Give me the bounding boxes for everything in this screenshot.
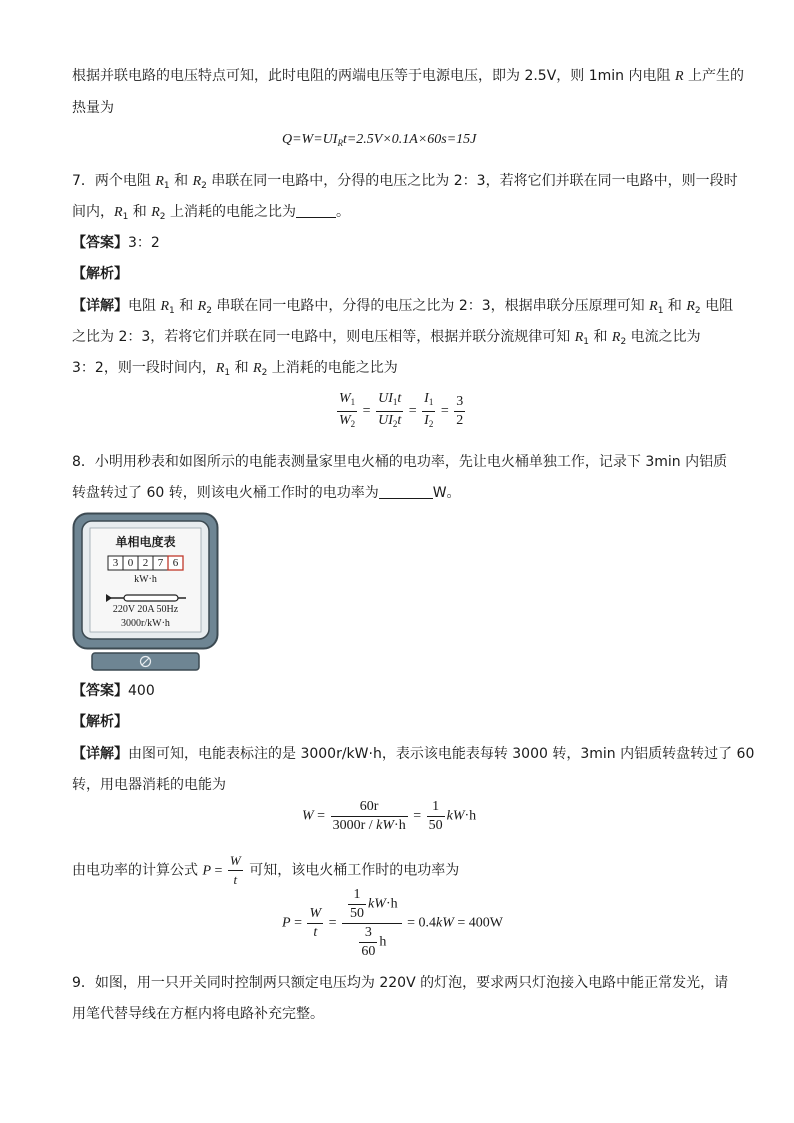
- q9-stem-line-1: 9．如图，用一只开关同时控制两只额定电压均为 220V 的灯泡，要求两只灯泡接入电路中能正常发光，请: [72, 975, 729, 991]
- meter-unit: kW·h: [134, 574, 157, 585]
- q8-energy-formula: W = $\frac{60r}{3000r / kW\cdot h}$ = $\frac{1}{50}$ kW·h: [302, 799, 477, 833]
- q7-analysis-label: 【解析】: [72, 266, 128, 282]
- q8-answer: 【答案】400: [72, 683, 155, 699]
- prev-heat-formula: $Q=W=UI_Rt=2.5V\times 0.1A\times 60s=15J$: [282, 132, 477, 148]
- q7-stem-line-1: 7．两个电阻 $R_1$ 和 $R_2$ 串联在同一电路中，分得的电压之比为 2：3，若将它们并联在同一电路中，则一段时: [72, 173, 738, 191]
- meter-spec: 220V 20A 50Hz: [112, 604, 179, 615]
- q8-power-formula: P = $\frac{W}{t}$ = $\frac{1}{50}$ kW·h $\frac{3}{60}$ h = 0.4kW = 400W: [282, 887, 504, 959]
- answer-blank: [379, 484, 433, 499]
- meter-digit: 7: [157, 557, 164, 569]
- meter-revolutions: 3000r/kW·h: [121, 618, 170, 629]
- q8-detail-line-2: 转，用电器消耗的电能为: [72, 777, 226, 793]
- meter-digit: 3: [112, 557, 119, 569]
- q8-stem-line-1: 8．小明用秒表和如图所示的电能表测量家里电火桶的电功率，先让电火桶单独工作，记录下 3min 内铝质: [72, 454, 728, 470]
- meter-digit: 2: [142, 557, 149, 569]
- meter-digit: 6: [172, 557, 179, 569]
- q8-analysis-label: 【解析】: [72, 714, 128, 730]
- prev-line-2: 热量为: [72, 100, 114, 116]
- q7-energy-ratio-formula: $\frac{W_1}{W_2}$ = $\frac{UI_1t}{UI_2t}$ = $\frac{I_1}{I_2}$ = $\frac{3}{2}$: [339, 391, 464, 429]
- meter-counter: [108, 556, 183, 570]
- meter-title: 单相电度表: [115, 535, 176, 549]
- q7-answer: 【答案】3：2: [72, 235, 160, 251]
- q7-detail-line-2: 之比为 2：3，若将它们并联在同一电路中，则电压相等，根据并联分流规律可知 $R_1$ 和 $R_2$ 电流之比为: [72, 329, 701, 347]
- q9-stem-line-2: 用笔代替导线在方框内将电路补充完整。: [72, 1006, 324, 1022]
- q7-detail-line-1: 【详解】电阻 $R_1$ 和 $R_2$ 串联在同一电路中，分得的电压之比为 2：3，根据串联分压原理可知 $R_1$ 和 $R_2$ 电阻: [72, 298, 734, 316]
- q7-detail-line-3: 3：2，则一段时间内，$R_1$ 和 $R_2$ 上消耗的电能之比为: [72, 360, 398, 378]
- answer-blank: [296, 203, 336, 218]
- prev-line-1: 根据并联电路的电压特点可知，此时电阻的两端电压等于电源电压，即为 2.5V，则 1min 内电阻 R 上产生的: [72, 68, 744, 84]
- meter-digit: 0: [127, 557, 134, 569]
- electric-meter-figure: [72, 512, 220, 672]
- q8-detail-line-1: 【详解】由图可知，电能表标注的是 3000r/kW·h，表示该电能表每转 3000 转，3min 内铝质转盘转过了 60: [72, 746, 755, 762]
- q8-stem-line-2: 转盘转过了 60 转，则该电火桶工作时的电功率为 W。: [72, 485, 461, 501]
- q8-detail-line-3: 由电功率的计算公式 P = $\frac{W}{t}$ 可知，该电火桶工作时的电功率为: [72, 853, 460, 887]
- q7-stem-line-2: 间内，$R_1$ 和 $R_2$ 上消耗的电能之比为 。: [72, 204, 350, 222]
